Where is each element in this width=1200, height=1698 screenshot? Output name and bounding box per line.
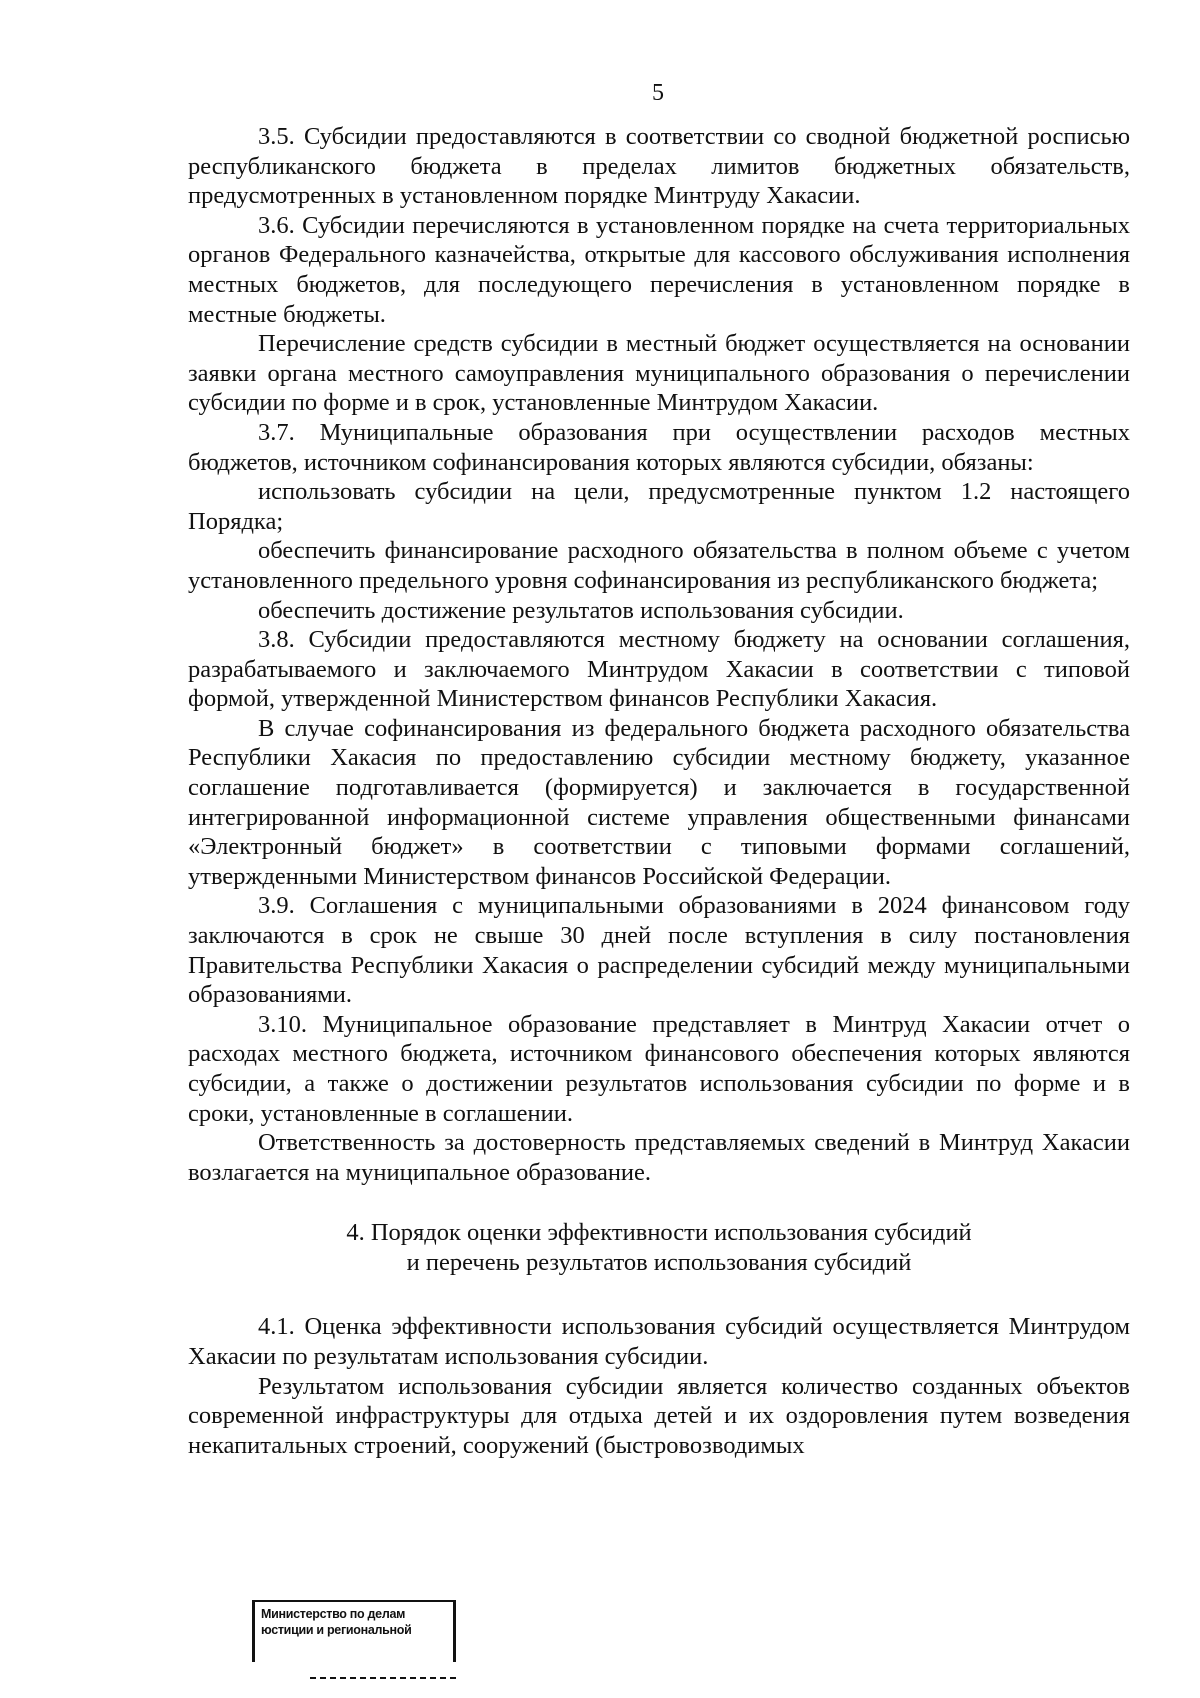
paragraph-results: обеспечить достижение результатов использования субсидии. — [258, 596, 904, 624]
paragraph-3-9: 3.9. Соглашения с муниципальными образованиями в 2024 финансовом году заключаются в срок не свыше 30 дней после вступления в силу постановления Правительства Республики Хакасия о распределении субсидий между муниципальными образованиями. — [188, 892, 1130, 1009]
paragraph-result-definition: Результатом использования субсидии является количество созданных объектов современной инфраструктуры для отдыха детей и их оздоровления путем возведения некапитальных строений, сооружений (быстровозводимых — [188, 1372, 1130, 1459]
section-4-heading — [188, 1218, 1130, 1278]
paragraph-3-6: 3.6. Субсидии перечисляются в установленном порядке на счета территориальных органов Федерального казначейства, открытые для кассового обслуживания исполнения местных бюджетов, для последующего перечисления в установленном порядке в местные бюджеты. — [188, 211, 1130, 328]
document-body — [188, 122, 1130, 1460]
stamp-bottom-line — [310, 1677, 456, 1679]
page-number: 5 — [652, 80, 664, 106]
paragraph-federal-cofinancing: В случае софинансирования из федерального бюджета расходного обязательства Республики Хакасия по предоставлению субсидии местному бюджету, указанное соглашение подготавливается (формируется) и заключается в государственной интегрированной информационной системе управления общественными финансами «Электронный бюджет» в соответствии с типовыми формами соглашений, утвержденными Министерством финансов Российской Федерации. — [188, 714, 1130, 890]
paragraph-3-7: 3.7. Муниципальные образования при осуществлении расходов местных бюджетов, источником софинансирования которых являются субсидии, обязаны: — [188, 418, 1130, 476]
paragraph-3-5: 3.5. Субсидии предоставляются в соответствии со сводной бюджетной росписью республиканского бюджета в пределах лимитов бюджетных обязательств, предусмотренных в установленном порядке Минтруду Хакасии. — [188, 123, 1130, 210]
paragraph-responsibility: Ответственность за достоверность представляемых сведений в Минтруд Хакасии возлагается на муниципальное образование. — [188, 1129, 1130, 1186]
section-4-heading-line2: и перечень результатов использования субсидий — [406, 1249, 912, 1277]
paragraph-3-8: 3.8. Субсидии предоставляются местному бюджету на основании соглашения, разрабатываемого и заключаемого Минтрудом Хакасии в соответствии с типовой формой, утвержденной Министерством финансов Республики Хакасия. — [188, 626, 1130, 713]
stamp-line-1: Министерство по делам — [261, 1607, 406, 1621]
paragraph-3-10: 3.10. Муниципальное образование представляет в Минтруд Хакасии отчет о расходах местного бюджета, источником финансового обеспечения которых являются субсидии, а также о достижении результатов использования субсидии по форме и в сроки, установленные в соглашении. — [188, 1010, 1130, 1127]
section-4-heading-line1: 4. Порядок оценки эффективности использования субсидий — [346, 1219, 972, 1247]
paragraph-financing: обеспечить финансирование расходного обязательства в полном объеме с учетом установленного предельного уровня софинансирования из республиканского бюджета; — [188, 537, 1130, 594]
registration-stamp — [252, 1600, 456, 1662]
paragraph-use-subsidies: использовать субсидии на цели, предусмотренные пунктом 1.2 настоящего Порядка; — [188, 478, 1130, 535]
paragraph-transfer: Перечисление средств субсидии в местный бюджет осуществляется на основании заявки органа местного самоуправления муниципального образования о перечислении субсидии по форме и в срок, установленные Минтрудом Хакасии. — [188, 330, 1130, 417]
paragraph-4-1: 4.1. Оценка эффективности использования субсидий осуществляется Минтрудом Хакасии по результатам использования субсидии. — [188, 1313, 1130, 1370]
stamp-line-2: юстиции и региональной — [261, 1623, 412, 1637]
